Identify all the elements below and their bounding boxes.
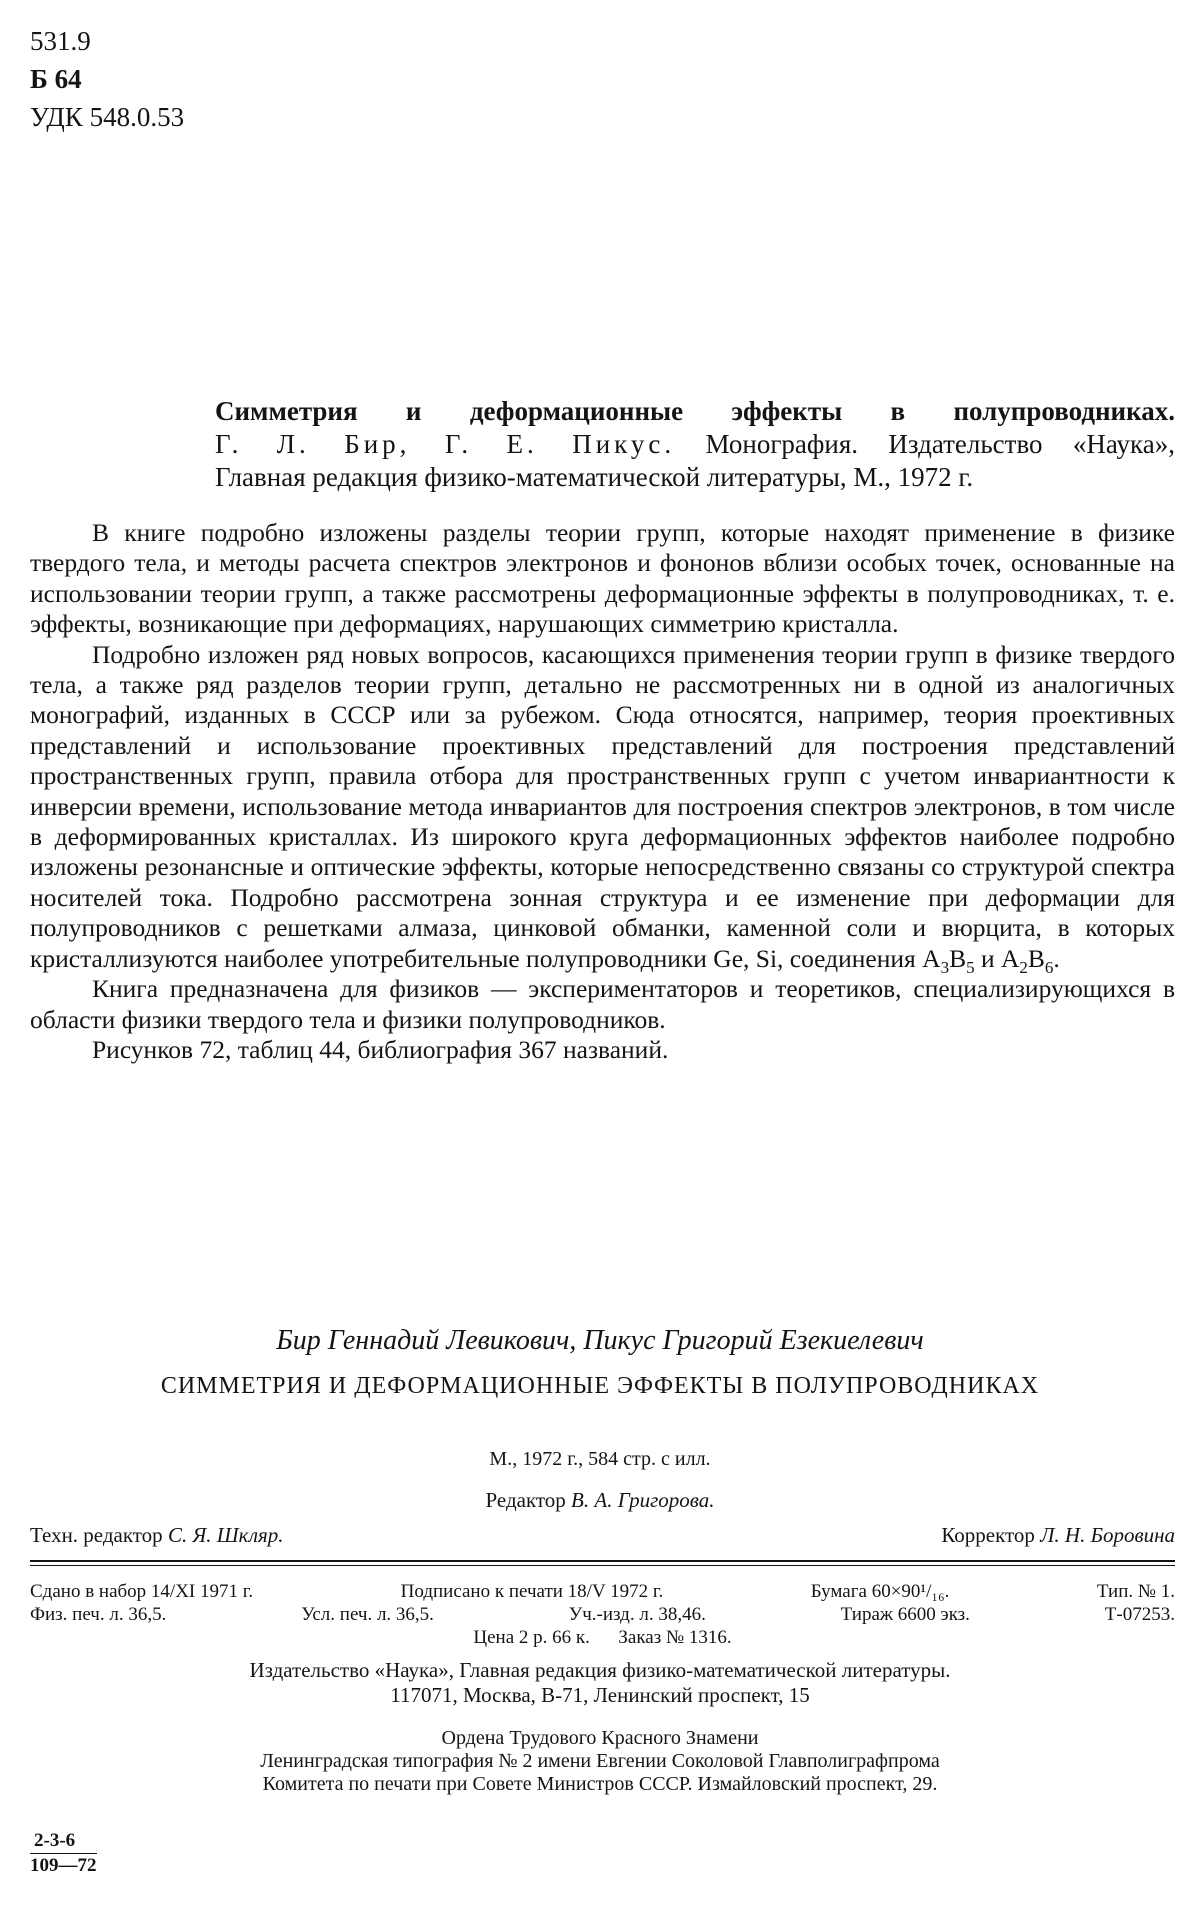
- print-details: [30, 1580, 1175, 1649]
- annotation-paragraph-4: Рисунков 72, таблиц 44, библиография 367 названий.: [92, 1034, 669, 1064]
- printer-block: Ордена Трудового Красного Знамени Ленинградская типография № 2 имени Евгении Соколовой Главполиграфпрома Комитета по печати при Совете Министров СССР. Измайловский проспект, 29.: [260, 1727, 940, 1795]
- staff-row: [30, 1523, 1175, 1548]
- print-row-3: Цена 2 р. 66 к. Заказ № 1316.: [473, 1627, 732, 1648]
- publication-info: М., 1972 г., 584 стр. с илл.: [489, 1448, 711, 1470]
- annotation-paragraph-1: В книге подробно изложены разделы теории групп, которые находят применение в физике твердого тела, и методы расчета спектров электронов и фононов вблизи особых точек, основанные на использовании теории групп, а также рассмотрены деформационные эффекты в полупроводниках, т. е. эффекты, возникающие при деформациях, нарушающих симметрию кристалла.: [30, 518, 1175, 639]
- publisher-line: Главная редакция физико-математической литературы, М., 1972 г.: [215, 462, 974, 492]
- print-row-1: Сдано в набор 14/XI 1971 г. Подписано к печати 18/V 1972 г. Бумага 60×90¹/₁₆. Тип. № 1.: [30, 1581, 1175, 1602]
- code-denominator: 109—72: [30, 1855, 97, 1876]
- proofreader: Корректор Л. Н. Боровина: [941, 1523, 1175, 1547]
- editor-line: Редактор В. А. Григорова.: [485, 1488, 715, 1512]
- authors-line: [215, 428, 1175, 461]
- udk-code: УДК 548.0.53: [30, 102, 185, 132]
- divider-thin: [30, 1565, 1175, 1566]
- book-title: Симметрия и деформационные эффекты в полупроводниках.: [215, 396, 1175, 426]
- code-numerator: 2-3-6: [34, 1830, 76, 1851]
- authors-full: Бир Геннадий Левикович, Пикус Григорий Езекиелевич: [276, 1325, 924, 1356]
- divider-thick: [30, 1560, 1175, 1562]
- tech-editor: Техн. редактор С. Я. Шкляр.: [30, 1523, 284, 1547]
- book-title-caps: СИММЕТРИЯ И ДЕФОРМАЦИОННЫЕ ЭФФЕКТЫ В ПОЛУПРОВОДНИКАХ: [160, 1373, 1040, 1399]
- authors-rest: Монография. Издательство «Наука»,: [675, 429, 1175, 459]
- catalog-block: [30, 22, 184, 136]
- bibliographic-header: [215, 395, 1175, 494]
- publisher-block: Издательство «Наука», Главная редакция физико-математической литературы. 117071, Москва, В-71, Ленинский проспект, 15: [249, 1658, 951, 1707]
- author-mark: Б 64: [30, 64, 82, 94]
- annotation-paragraph-3: Книга предназначена для физиков — экспериментаторов и теоретиков, специализирующихся в области физики твердого тела и физики полупроводников.: [30, 974, 1175, 1034]
- editor-name: В. А. Григорова.: [571, 1488, 715, 1512]
- annotation-paragraph-2: Подробно изложен ряд новых вопросов, касающихся применения теории групп в физике твердого тела, а также ряд разделов теории групп, детально не рассмотренных ни в одной из аналогичных монографий, изданных в СССР или за рубежом. Сюда относятся, например, теория проективных представлений и использование проективных представлений для построения представлений пространственных групп, правила отбора для пространственных групп с учетом инвариантности к инверсии времени, использование метода инвариантов для построения спектров электронов, в том числе в деформированных кристаллах. Из широкого круга деформационных эффектов наиболее подробно изложены резонансные и оптические эффекты, которые непосредственно связаны со структурой спектра носителей тока. Подробно рассмотрена зонная структура и ее изменение при деформации для полупроводников с решетками алмаза, цинковой обманки, каменной соли и вюрцита, в которых кристаллизуются наиболее употребительные полупроводники Ge, Si, соединения $A_3B_5$ и $A_2B_6$.: [30, 639, 1175, 977]
- annotation: [30, 518, 1175, 1065]
- udc-class: 531.9: [30, 26, 91, 56]
- catalog-fraction-code: [30, 1830, 97, 1877]
- print-row-2: Физ. печ. л. 36,5. Усл. печ. л. 36,5. Уч.-изд. л. 38,46. Тираж 6600 экз. Т-07253.: [30, 1604, 1175, 1625]
- authors-spaced: Г. Л. Бир, Г. Е. Пикус.: [215, 429, 676, 459]
